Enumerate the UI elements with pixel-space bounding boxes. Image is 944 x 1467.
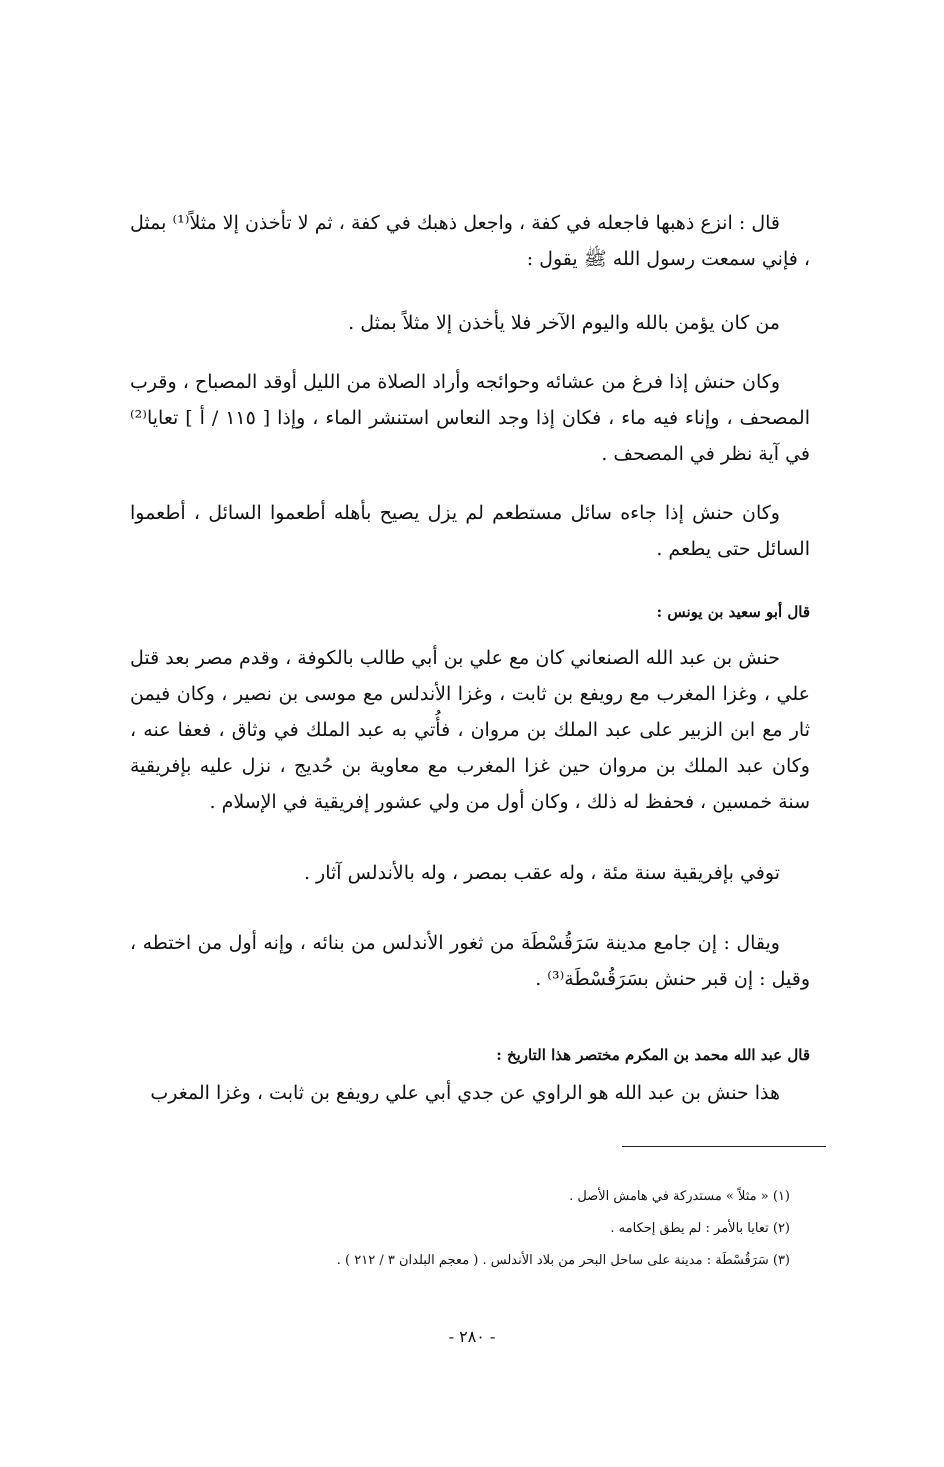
section-heading-ibn-yunus: قال أبو سعيد بن يونس : — [656, 603, 810, 621]
page-number: - ٢٨٠ - — [448, 1327, 496, 1346]
footnote-1: (١) « مثلاً » مستدركة في هامش الأصل . — [569, 1189, 790, 1204]
paragraph-8: هذا حنش بن عبد الله هو الراوي عن جدي أبي علي رويفع بن ثابت ، وغزا المغرب — [150, 1082, 780, 1104]
paragraph-4: وكان حنش إذا جاءه سائل مستطعم لم يزل يصيح بأهله أطعموا السائل ، أطعموا السائل حتى يطعم . — [130, 502, 810, 560]
paragraph-1: قال : انزع ذهبها فاجعله في كفة ، واجعل ذهبك في كفة ، ثم لا تأخذن إلا مثلاً⁽¹⁾ بمثل ، فإني سمعت رسول الله ﷺ يقول : — [130, 212, 810, 270]
paragraph-2: من كان يؤمن بالله واليوم الآخر فلا يأخذن إلا مثلاً بمثل . — [348, 312, 780, 334]
footnote-3: (٣) سَرَقُسْطَة : مدينة على ساحل البحر من بلاد الأندلس . ( معجم البلدان ٣ / ٢١٢ ) . — [336, 1253, 790, 1268]
section-heading-ibn-mukarram: قال عبد الله محمد بن المكرم مختصر هذا التاريخ : — [496, 1046, 810, 1064]
paragraph-6: توفي بإفريقية سنة مئة ، وله عقب بمصر ، وله بالأندلس آثار . — [303, 862, 780, 884]
paragraph-5: حنش بن عبد الله الصنعاني كان مع علي بن أبي طالب بالكوفة ، وقدم مصر بعد قتل علي ، وغزا المغرب مع رويفع بن ثابت ، وغزا الأندلس مع موسى بن نصير ، وكان فيمن ثار مع ابن الزبير على عبد الملك بن مروان ، فأُتي به عبد الملك في وثاق ، فعفا عنه ، وكان عبد الملك بن مروان حين غزا المغرب مع معاوية بن حُديج ، نزل عليه بإفريقية سنة خمسين ، فحفظ له ذلك ، وكان أول من ولي عشور إفريقية في الإسلام . — [130, 647, 810, 813]
paragraph-3: وكان حنش إذا فرغ من عشائه وحوائجه وأراد الصلاة من الليل أوقد المصباح ، وقرب المصحف ، وإناء فيه ماء ، فكان إذا وجد النعاس استنشر الماء ، وإذا [ ١١٥ / أ ] تعايا⁽²⁾ في آية نظر في المصحف . — [130, 371, 810, 465]
footnote-2: (٢) تعايا بالأمر : لم يطق إحكامه . — [610, 1221, 790, 1236]
paragraph-7: ويقال : إن جامع مدينة سَرَقُسْطَة من ثغور الأندلس من بنائه ، وإنه أول من اختطه ، وقيل : إن قبر حنش بسَرَقُسْطَة⁽³⁾ . — [130, 932, 810, 990]
footnote-separator — [622, 1146, 826, 1147]
